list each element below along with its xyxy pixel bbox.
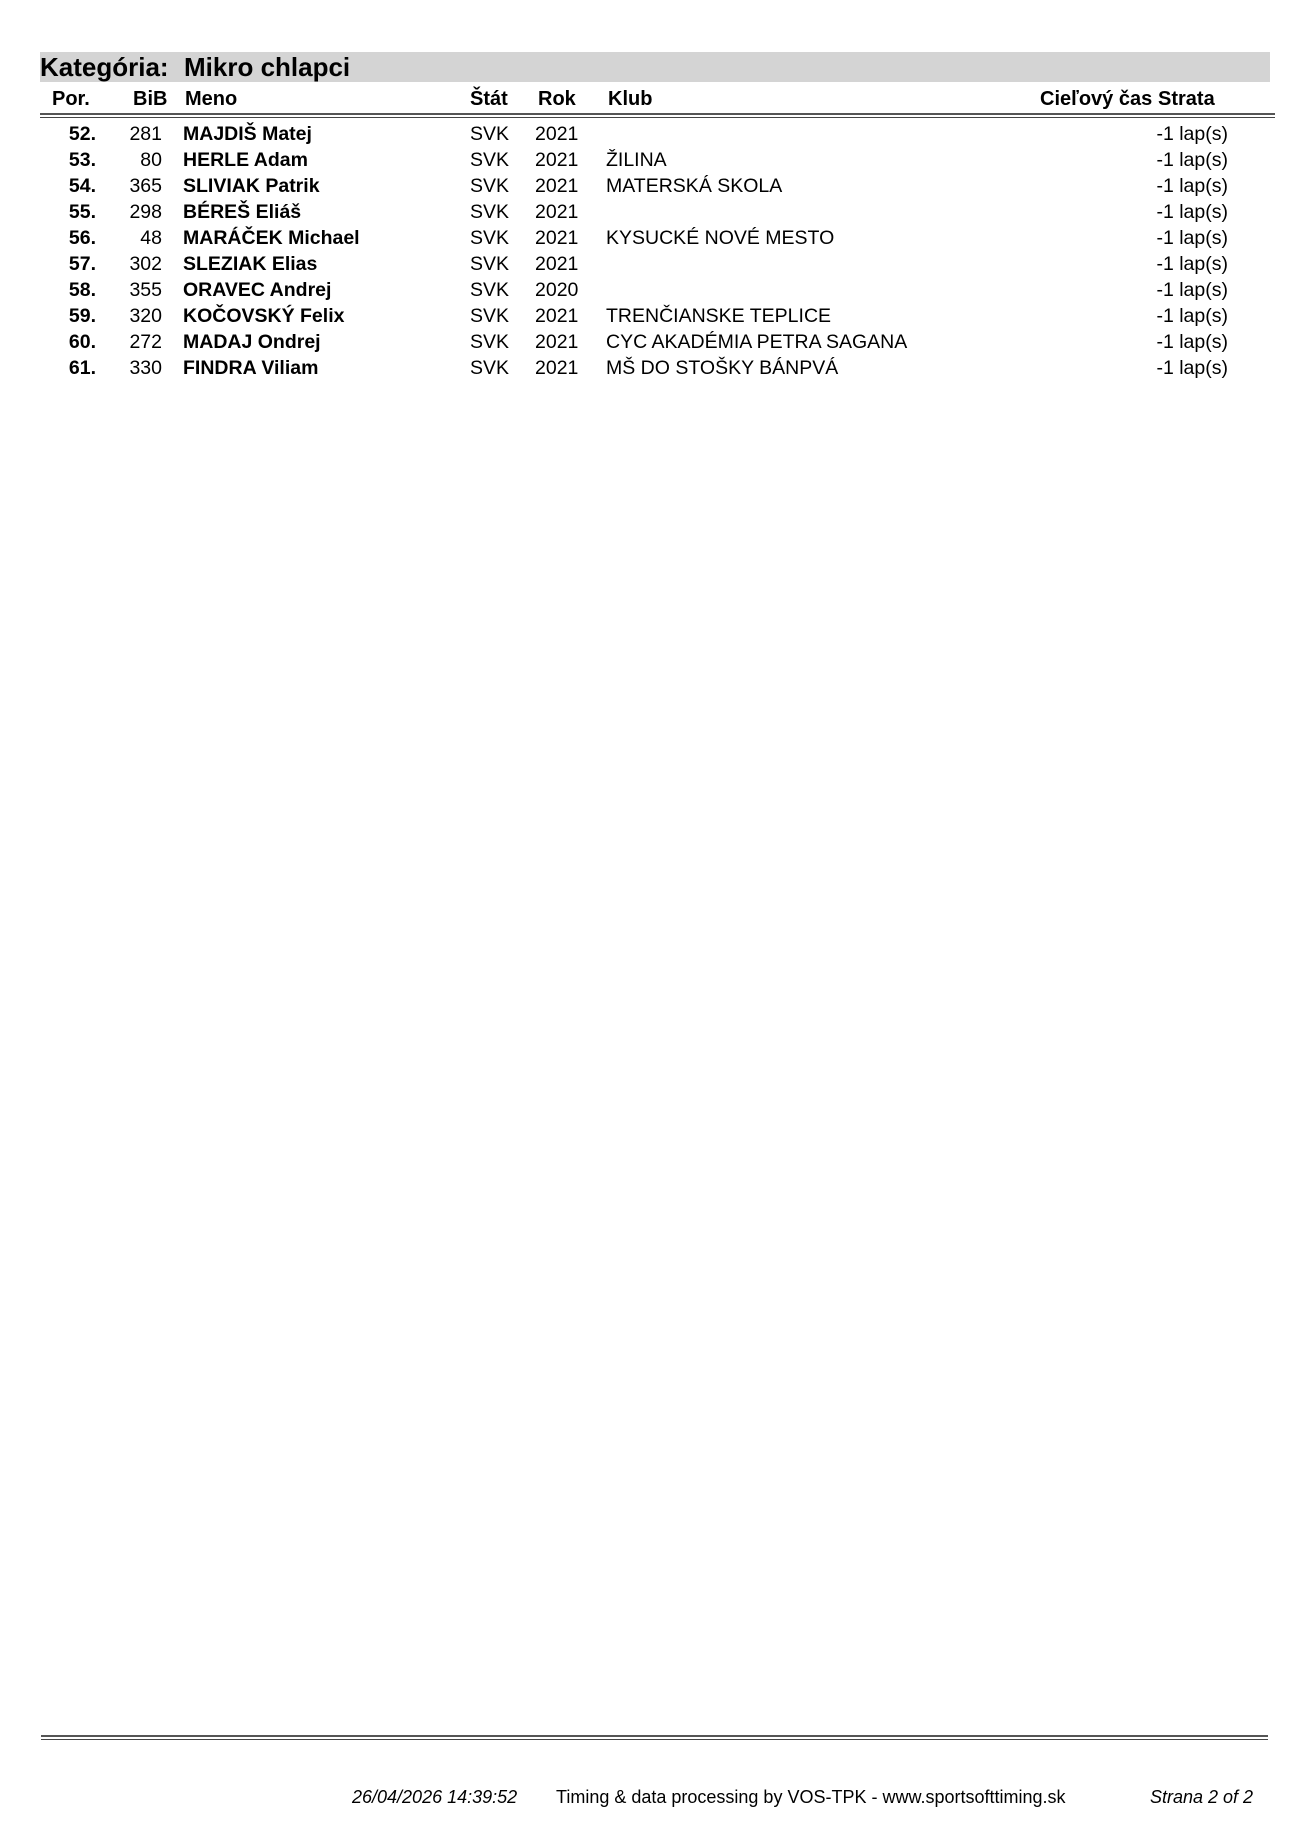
- column-header-loss: Strata: [1158, 88, 1215, 110]
- table-row: [0, 225, 1300, 251]
- club-cell: TRENČIANSKE TEPLICE: [606, 305, 832, 327]
- loss-cell: -1 lap(s): [1156, 331, 1228, 353]
- year-cell: 2021: [535, 357, 579, 379]
- table-row: [0, 121, 1300, 147]
- bib-cell: 298: [129, 201, 162, 223]
- column-header-pos: Por.: [52, 88, 90, 110]
- loss-cell: -1 lap(s): [1156, 149, 1228, 171]
- bib-cell: 365: [129, 175, 162, 197]
- category-label: Kategória:: [40, 52, 169, 82]
- club-cell: CYC AKADÉMIA PETRA SAGANA: [606, 331, 908, 353]
- position-cell: 55.: [68, 201, 96, 223]
- category-value: Mikro chlapci: [184, 52, 351, 82]
- table-row: [0, 199, 1300, 225]
- bib-cell: 281: [129, 123, 162, 145]
- column-header-state: Štát: [470, 88, 508, 110]
- position-cell: 54.: [68, 175, 96, 197]
- report-datetime: 26/04/2026 14:39:52: [352, 1787, 518, 1807]
- table-row: [0, 251, 1300, 277]
- loss-cell: -1 lap(s): [1156, 175, 1228, 197]
- bib-cell: 355: [129, 279, 162, 301]
- column-header-year: Rok: [538, 88, 576, 110]
- bib-cell: 272: [129, 331, 162, 353]
- position-cell: 60.: [68, 331, 96, 353]
- table-row: [0, 303, 1300, 329]
- header-rule-top: [40, 113, 1275, 115]
- header-rule-bottom: [40, 117, 1275, 118]
- state-cell: SVK: [470, 305, 510, 327]
- bib-cell: 330: [129, 357, 162, 379]
- name-cell: MARÁČEK Michael: [183, 227, 360, 249]
- name-cell: MADAJ Ondrej: [183, 331, 321, 353]
- state-cell: SVK: [470, 357, 510, 379]
- position-cell: 59.: [68, 305, 96, 327]
- name-cell: HERLE Adam: [183, 149, 308, 171]
- name-cell: MAJDIŠ Matej: [183, 123, 312, 145]
- state-cell: SVK: [470, 149, 510, 171]
- name-cell: KOČOVSKÝ Felix: [183, 305, 345, 327]
- club-cell: ŽILINA: [606, 149, 667, 171]
- name-cell: SLIVIAK Patrik: [183, 175, 320, 197]
- column-header-bib: BiB: [133, 88, 168, 110]
- position-cell: 56.: [68, 227, 96, 249]
- club-cell: MATERSKÁ SKOLA: [606, 175, 783, 197]
- loss-cell: -1 lap(s): [1156, 279, 1228, 301]
- timing-credit: Timing & data processing by VOS-TPK - www.sportsofttiming.sk: [556, 1787, 1066, 1807]
- loss-cell: -1 lap(s): [1156, 227, 1228, 249]
- position-cell: 61.: [68, 357, 96, 379]
- loss-cell: -1 lap(s): [1156, 123, 1228, 145]
- position-cell: 52.: [68, 123, 96, 145]
- name-cell: SLEZIAK Elias: [183, 253, 318, 275]
- bib-cell: 80: [140, 149, 162, 171]
- state-cell: SVK: [470, 279, 510, 301]
- bib-cell: 302: [129, 253, 162, 275]
- year-cell: 2021: [535, 305, 579, 327]
- loss-cell: -1 lap(s): [1156, 305, 1228, 327]
- loss-cell: -1 lap(s): [1156, 357, 1228, 379]
- column-header-club: Klub: [608, 88, 653, 110]
- club-cell: MŠ DO STOŠKY BÁNPVÁ: [606, 357, 839, 379]
- loss-cell: -1 lap(s): [1156, 201, 1228, 223]
- footer-rule-top: [41, 1735, 1268, 1737]
- year-cell: 2021: [535, 201, 579, 223]
- column-header-time: Cieľový čas: [1040, 88, 1153, 110]
- bib-cell: 320: [129, 305, 162, 327]
- state-cell: SVK: [470, 331, 510, 353]
- bib-cell: 48: [140, 227, 162, 249]
- year-cell: 2021: [535, 331, 579, 353]
- club-cell: KYSUCKÉ NOVÉ MESTO: [606, 227, 835, 249]
- name-cell: ORAVEC Andrej: [183, 279, 332, 301]
- table-row: [0, 329, 1300, 355]
- year-cell: 2021: [535, 227, 579, 249]
- position-cell: 53.: [68, 149, 96, 171]
- year-cell: 2021: [535, 123, 579, 145]
- year-cell: 2021: [535, 149, 579, 171]
- name-cell: BÉREŠ Eliáš: [183, 201, 302, 223]
- footer-rule-bottom: [41, 1739, 1268, 1740]
- state-cell: SVK: [470, 227, 510, 249]
- table-row: [0, 355, 1300, 381]
- position-cell: 58.: [68, 279, 96, 301]
- year-cell: 2021: [535, 175, 579, 197]
- year-cell: 2020: [535, 279, 579, 301]
- name-cell: FINDRA Viliam: [183, 357, 319, 379]
- state-cell: SVK: [470, 253, 510, 275]
- year-cell: 2021: [535, 253, 579, 275]
- state-cell: SVK: [470, 201, 510, 223]
- table-row: [0, 173, 1300, 199]
- column-header-name: Meno: [185, 88, 238, 110]
- page-number: Strana 2 of 2: [1150, 1787, 1254, 1807]
- position-cell: 57.: [68, 253, 96, 275]
- table-row: [0, 277, 1300, 303]
- state-cell: SVK: [470, 175, 510, 197]
- state-cell: SVK: [470, 123, 510, 145]
- table-row: [0, 147, 1300, 173]
- loss-cell: -1 lap(s): [1156, 253, 1228, 275]
